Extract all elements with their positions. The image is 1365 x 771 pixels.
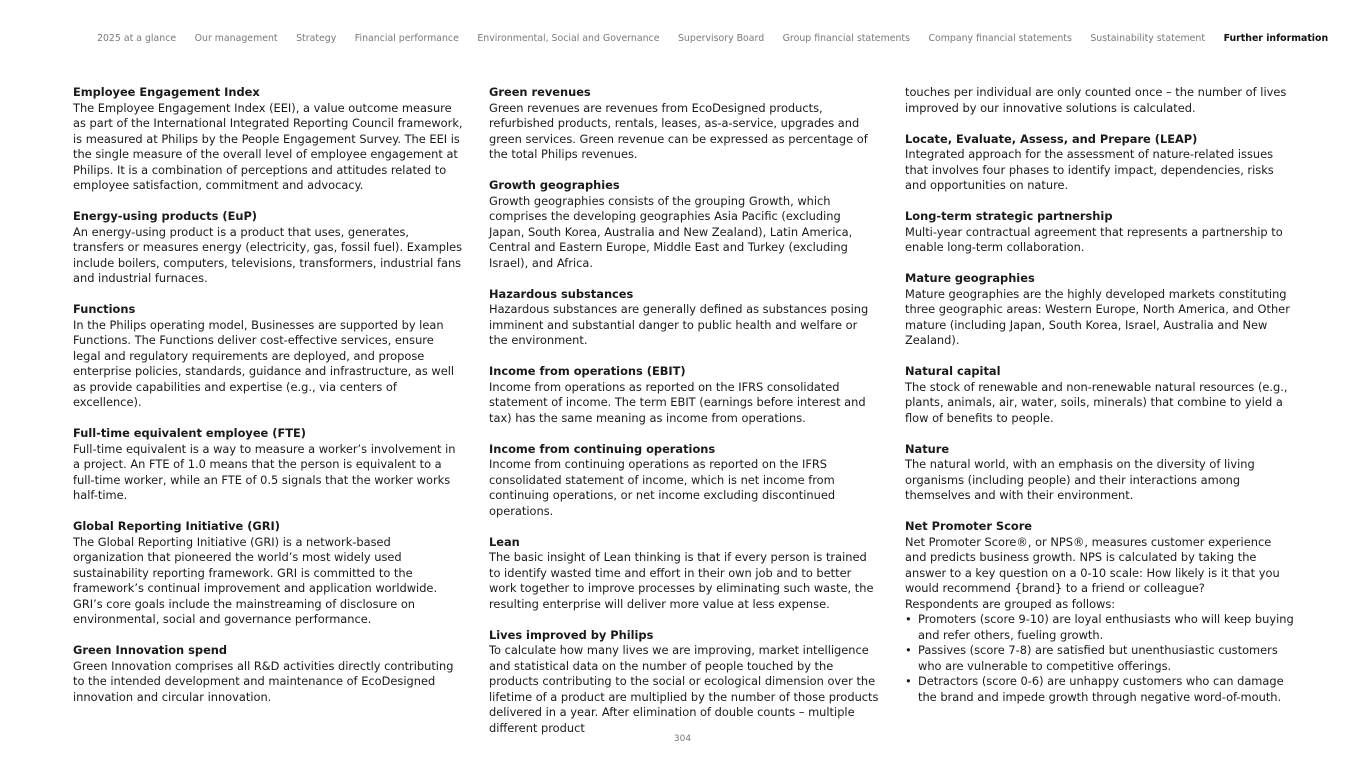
glossary-term: Locate, Evaluate, Assess, and Prepare (LEAP): [905, 131, 1198, 146]
glossary-entry: [489, 287, 879, 349]
glossary-definition: Net Promoter Score®, or NPS®, measures customer experience and predicts business growth. NPS is calculated by taking the answer to a key question on a 0-10 scale: How likely is it that you would recommend {brand} to a friend or colleague?: [905, 534, 1280, 595]
glossary-term: Employee Engagement Index: [73, 85, 260, 99]
glossary-definition: The Global Reporting Initiative (GRI) is a network-based organization that pioneered the world’s most widely used sustainability reporting framework. GRI is committed to the framework’s continual improvement and application worldwide. GRI’s core goals include the mainstreaming of disclosure on environmental, social and governance performance.: [73, 534, 438, 626]
glossary-term: Global Reporting Initiative (GRI): [73, 519, 280, 533]
glossary-entry: [489, 364, 879, 426]
glossary-column-3: [905, 85, 1295, 721]
glossary-term: Hazardous substances: [489, 286, 634, 301]
glossary-entry: [905, 209, 1295, 256]
glossary-definition: Mature geographies are the highly developed markets constituting three geographic areas: Western Europe, North America, and Other mature (including Japan, South Korea, Israel, Australia and New Zealand).: [905, 286, 1290, 347]
glossary-term: Lean: [489, 534, 520, 549]
glossary-column-2: [489, 85, 879, 752]
nav-item-supervisory-board[interactable]: Supervisory Board: [677, 32, 765, 44]
nav-item-2025-at-a-glance[interactable]: 2025 at a glance: [97, 32, 177, 44]
glossary-definition: Hazardous substances are generally defined as substances posing imminent and substantial danger to public health and welfare or the environment.: [489, 302, 869, 347]
glossary-definition: The Employee Engagement Index (EEI), a value outcome measure as part of the International Integrated Reporting Council framework, is measured at Philips by the People Engagement Survey. The EEI is the single measure of the overall level of employee engagement at Philips. It is a combination of perceptions and attitudes related to employee satisfaction, commitment and advocacy.: [73, 100, 463, 192]
glossary-entry: [905, 271, 1295, 349]
glossary-term: Energy-using products (EuP): [73, 209, 258, 223]
nps-groups-list: [905, 612, 1295, 705]
top-navigation: [76, 30, 1329, 46]
glossary-definition: Green revenues are revenues from EcoDesigned products, refurbished products, rentals, leases, as-a-service, upgrades and green services. Green revenue can be expressed as percentage of the total Philips revenues.: [489, 100, 868, 161]
glossary-entry: [73, 426, 463, 504]
glossary-term: Lives improved by Philips: [489, 627, 654, 642]
list-item: • Detractors (score 0-6) are unhappy customers who can damage the brand and impede growth through negative word-of-mouth.: [905, 674, 1295, 705]
glossary-entry: [73, 209, 463, 287]
nav-item-further-information[interactable]: Further information: [1223, 32, 1329, 44]
glossary-term: Income from continuing operations: [489, 441, 716, 456]
glossary-definition: The natural world, with an emphasis on the diversity of living organisms (including people) and their interactions among themselves and with their environment.: [905, 457, 1255, 502]
nps-groups-intro: Respondents are grouped as follows:: [905, 596, 1116, 611]
glossary-definition: Multi-year contractual agreement that represents a partnership to enable long-term collaboration.: [905, 224, 1283, 254]
glossary-entry-nps: [905, 519, 1295, 705]
nav-item-strategy[interactable]: Strategy: [296, 32, 337, 44]
glossary-definition: To calculate how many lives we are improving, market intelligence and statistical data on the number of people touched by the products contributing to the social or ecological dimension over the lifetime of a product are multiplied by the number of those products delivered in a year. After elimination of double counts – multiple different product: [489, 643, 879, 735]
glossary-term: Functions: [73, 302, 136, 316]
glossary-entry: [73, 519, 463, 628]
glossary-definition-continued: touches per individual are only counted once – the number of lives improved by our innovative solutions is calculated.: [905, 85, 1287, 115]
glossary-definition: Integrated approach for the assessment of nature-related issues that involves four phases to identify impact, dependencies, risks and opportunities on nature.: [905, 147, 1274, 192]
nav-item-financial-performance[interactable]: Financial performance: [354, 32, 459, 44]
nav-item-group-financial-statements[interactable]: Group financial statements: [782, 32, 910, 44]
glossary-entry: [73, 302, 463, 411]
glossary-entry: [489, 178, 879, 271]
glossary-term: Net Promoter Score: [905, 519, 1033, 533]
glossary-term: Green revenues: [489, 85, 591, 99]
glossary-definition: Income from continuing operations as reported on the IFRS consolidated statement of income, which is net income from continuing operations, or net income excluding discontinued operations.: [489, 457, 836, 518]
glossary-entry: [489, 85, 879, 163]
page-number: 304: [673, 734, 692, 744]
glossary-entry: [73, 85, 463, 194]
glossary-definition: An energy-using product is a product that uses, generates, transfers or measures energy (electricity, gas, fossil fuel). Examples include boilers, computers, televisions, transformers, industrial fans and industrial furnaces.: [73, 224, 463, 285]
glossary-term: Natural capital: [905, 364, 1001, 378]
glossary-entry: [905, 364, 1295, 426]
glossary-entry: [489, 535, 879, 613]
glossary-definition: Full-time equivalent is a way to measure a worker’s involvement in a project. An FTE of 1.0 means that the person is equivalent to a full-time worker, while an FTE of 0.5 signals that the worker works half-time.: [73, 441, 456, 502]
glossary-column-1: [73, 85, 463, 721]
list-item: • Promoters (score 9-10) are loyal enthusiasts who will keep buying and refer others, fueling growth.: [905, 612, 1295, 643]
glossary-term: Growth geographies: [489, 178, 620, 192]
glossary-entry: [489, 442, 879, 520]
glossary-entry: [73, 643, 463, 705]
nav-item-esg[interactable]: Environmental, Social and Governance: [477, 32, 660, 44]
glossary-entry: [489, 628, 879, 737]
glossary-definition: Growth geographies consists of the grouping Growth, which comprises the developing geographies Asia Pacific (excluding Japan, South Korea, Australia and New Zealand), Latin America, Central and Eastern Europe, Middle East and Turkey (excluding Israel), and Africa.: [489, 193, 853, 270]
glossary-term: Green Innovation spend: [73, 643, 228, 657]
nav-item-sustainability-statement[interactable]: Sustainability statement: [1090, 32, 1206, 44]
glossary-continuation: [905, 85, 1295, 116]
glossary-definition: In the Philips operating model, Businesses are supported by lean Functions. The Functions deliver cost-effective services, ensure legal and regulatory requirements are deployed, and propose enterprise policies, standards, guidance and infrastructure, as well as provide capabilities and expertise (e.g., via centers of excellence).: [73, 317, 455, 409]
glossary-term: Mature geographies: [905, 271, 1035, 285]
list-item: • Passives (score 7-8) are satisfied but unenthusiastic customers who are vulnerable to competitive offerings.: [905, 643, 1295, 674]
nav-item-company-financial-statements[interactable]: Company financial statements: [928, 32, 1072, 44]
glossary-entry: [905, 132, 1295, 194]
glossary-term: Long-term strategic partnership: [905, 209, 1113, 223]
glossary-entry: [905, 442, 1295, 504]
glossary-term: Income from operations (EBIT): [489, 364, 686, 378]
nav-item-our-management[interactable]: Our management: [194, 32, 278, 44]
glossary-term: Nature: [905, 441, 950, 456]
glossary-definition: Green Innovation comprises all R&D activities directly contributing to the intended development and maintenance of EcoDesigned innovation and circular innovation.: [73, 658, 454, 704]
glossary-term: Full-time equivalent employee (FTE): [73, 426, 306, 440]
glossary-definition: Income from operations as reported on the IFRS consolidated statement of income. The term EBIT (earnings before interest and tax) has the same meaning as income from operations.: [489, 379, 866, 425]
glossary-definition: The stock of renewable and non-renewable natural resources (e.g., plants, animals, air, water, soils, minerals) that combine to yield a flow of benefits to people.: [905, 379, 1288, 425]
glossary-definition: The basic insight of Lean thinking is that if every person is trained to identify wasted time and effort in their own job and to better work together to improve processes by eliminating such waste, the resulting enterprise will deliver more value at less expense.: [489, 550, 874, 611]
